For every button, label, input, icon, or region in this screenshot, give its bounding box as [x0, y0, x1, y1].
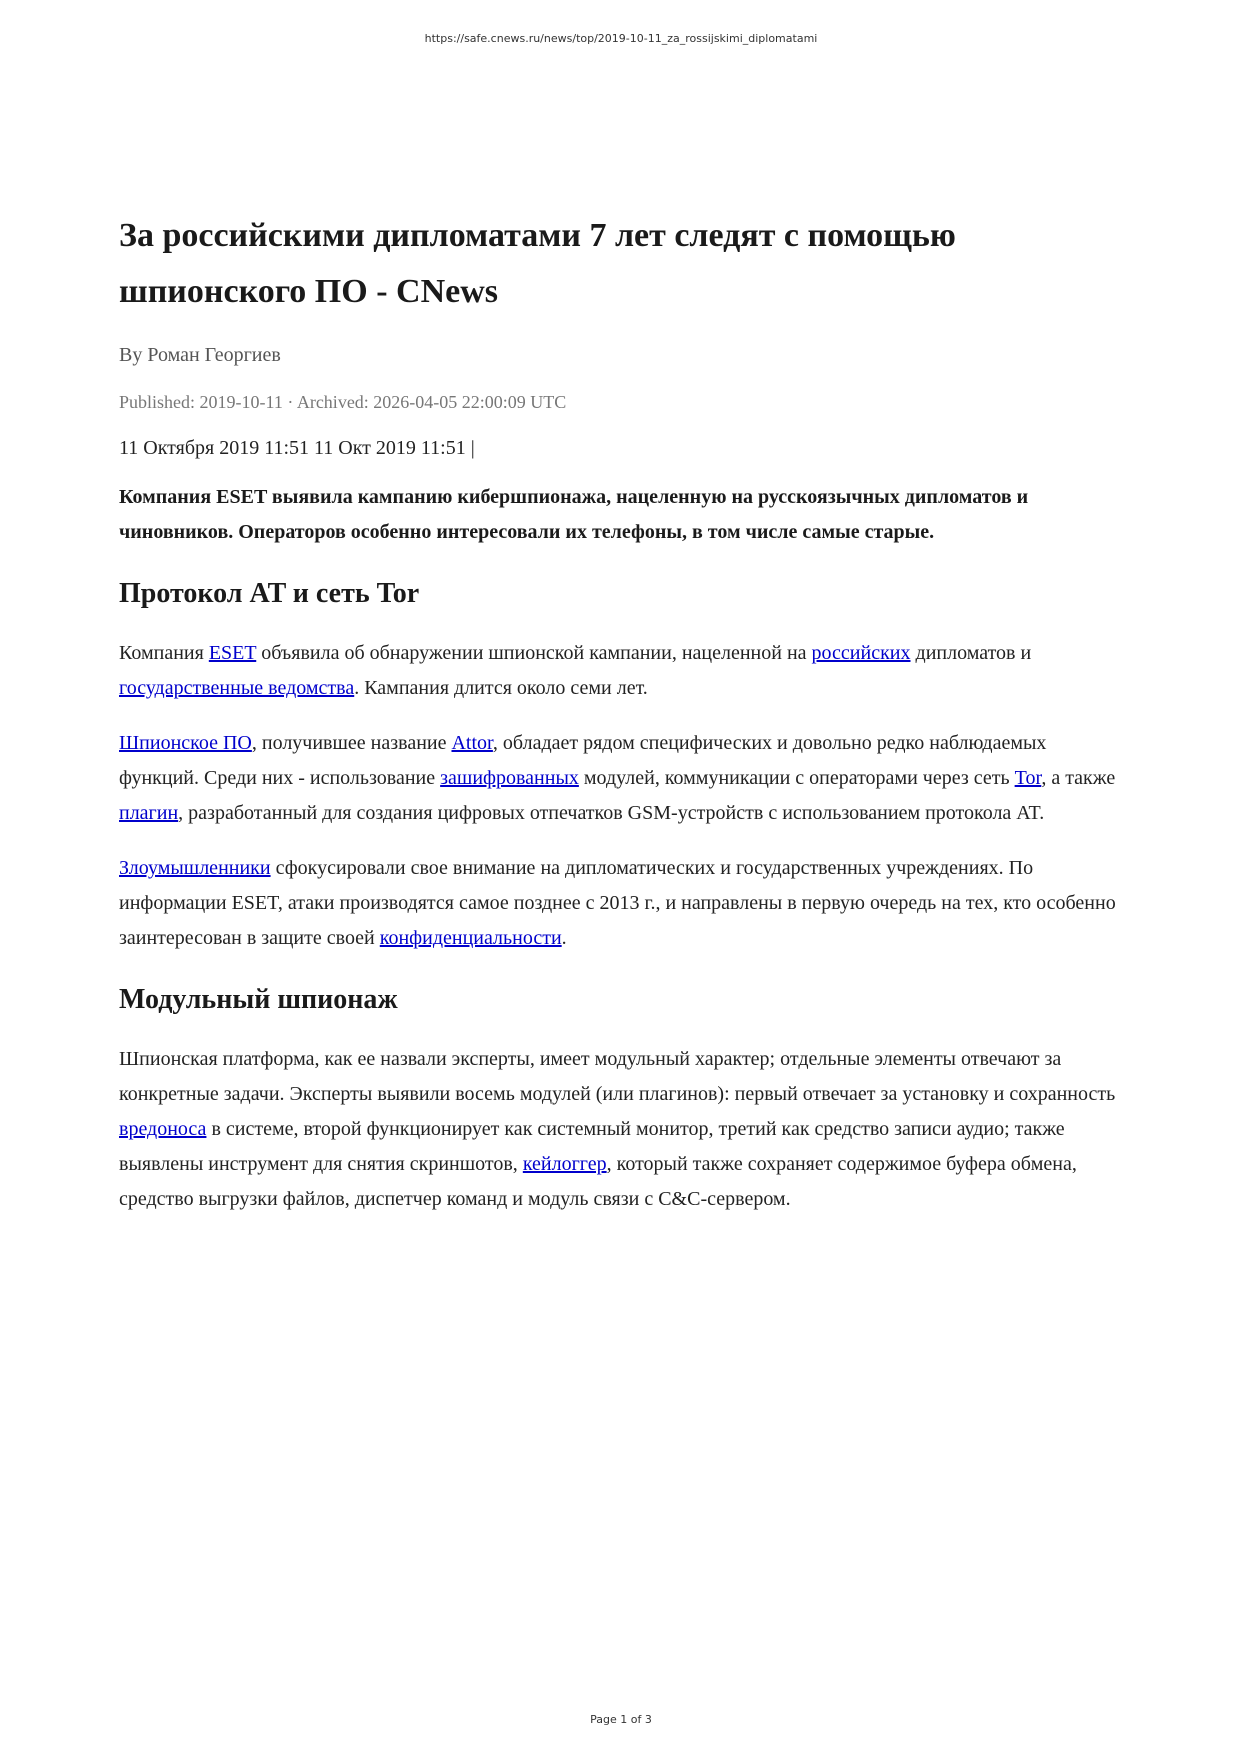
paragraph-3	[119, 851, 1129, 956]
text-run: Компания	[119, 642, 209, 664]
link-gov-agencies[interactable]: государственные ведомства	[119, 677, 355, 699]
text-run: , разработанный для создания цифровых отпечатков GSM-устройств с использованием протокола AT.	[178, 802, 1045, 824]
link-malware[interactable]: вредоноса	[119, 1118, 207, 1140]
text-run: сфокусировали свое внимание на дипломатических и государственных учреждениях. По информации ESET, атаки производятся самое позднее с 2013 г., и направлены в первую очередь на тех, кто особенно заинтересован в защите своей	[119, 857, 1116, 949]
link-privacy[interactable]: конфиденциальности	[379, 927, 562, 949]
link-tor[interactable]: Tor	[1014, 767, 1042, 789]
link-eset[interactable]: ESET	[208, 642, 257, 664]
text-run: , который также сохраняет содержимое буфера обмена, средство выгрузки файлов, диспетчер команд и модуль связи с C&C-сервером.	[119, 1153, 1077, 1210]
link-plugin[interactable]: плагин	[119, 802, 179, 824]
publish-meta: Published: 2019-10-11 · Archived: 2026-04-05 22:00:09 UTC	[119, 392, 567, 412]
byline: By Роман Георгиев	[119, 344, 281, 366]
text-run: модулей, коммуникации с операторами через сеть	[578, 767, 1015, 789]
text-run: Шпионская платформа, как ее назвали эксперты, имеет модульный характер; отдельные элементы отвечают за конкретные задачи. Эксперты выявили восемь модулей (или плагинов): первый отвечает за установку и сохранность	[119, 1048, 1116, 1105]
link-attackers[interactable]: Злоумышленники	[119, 857, 271, 879]
dateline: 11 Октября 2019 11:51 11 Окт 2019 11:51 |	[119, 437, 475, 459]
link-keylogger[interactable]: кейлоггер	[522, 1153, 607, 1175]
section-heading-at-tor: Протокол AT и сеть Tor	[119, 578, 420, 609]
text-run: дипломатов и	[910, 642, 1032, 664]
paragraph-4	[119, 1042, 1129, 1217]
link-attor[interactable]: Attor	[451, 732, 493, 754]
paragraph-2	[119, 726, 1129, 831]
text-run: .	[561, 927, 567, 949]
text-run: в системе, второй функционирует как системный монитор, третий как средство записи аудио; также выявлены инструмент для снятия скриншотов,	[119, 1118, 1065, 1175]
article	[119, 208, 1129, 1217]
text-run: , получившее название	[251, 732, 452, 754]
lead-paragraph: Компания ESET выявила кампанию кибершпионажа, нацеленную на русскоязычных дипломатов и чиновников. Операторов особенно интересовали их телефоны, в том числе самые старые.	[119, 486, 1029, 543]
link-encrypted[interactable]: зашифрованных	[440, 767, 579, 789]
text-run: объявила об обнаружении шпионской кампании, нацеленной на	[256, 642, 812, 664]
article-title: За российскими дипломатами 7 лет следят с помощью шпионского ПО - CNews	[119, 217, 956, 310]
link-spyware[interactable]: Шпионское ПО	[119, 732, 252, 754]
text-run: , а также	[1041, 767, 1116, 789]
text-run: . Кампания длится около семи лет.	[354, 677, 648, 699]
paragraph-1	[119, 636, 1129, 706]
section-heading-modular: Модульный шпионаж	[119, 984, 398, 1015]
text-run: , обладает рядом специфических и довольно редко наблюдаемых функций. Среди них - использование	[119, 732, 1047, 789]
link-russian[interactable]: российских	[811, 642, 911, 664]
page-number: Page 1 of 3	[590, 1713, 652, 1726]
page-url-header: https://safe.cnews.ru/news/top/2019-10-11_za_rossijskimi_diplomatami	[424, 32, 818, 45]
